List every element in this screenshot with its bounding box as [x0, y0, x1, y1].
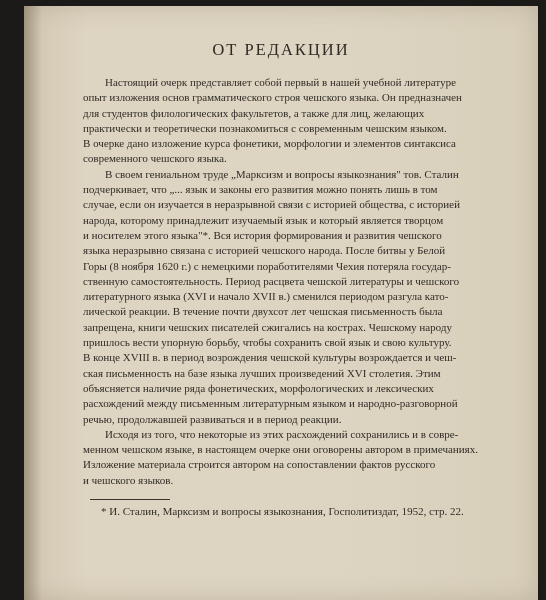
text-line: современного чешского языка.: [83, 153, 227, 166]
text-line: менном чешском языке, в настоящем очерке они оговорены автором в примечаниях.: [83, 444, 478, 457]
text-line: В своем гениальном труде „Марксизм и вопросы языкознания" тов. Сталин: [105, 168, 459, 181]
text-line: случае, если он изучается в неразрывной связи с историей общества, с историей: [83, 199, 460, 212]
footnote: * И. Сталин, Марксизм и вопросы языкознания, Госполитиздат, 1952, стр. 22.: [101, 506, 464, 518]
page-title: ОТ РЕДАКЦИИ: [212, 40, 350, 59]
body-text: [83, 76, 509, 489]
paragraph-2: [83, 168, 509, 428]
text-line: В конце XVIII в. в период возрождения чешской культуры возрождается и чеш-: [83, 352, 457, 365]
text-line: ская письменность на базе языка лучших произведений XVI столетия. Этим: [83, 367, 441, 380]
text-line: языка неразрывно связана с историей чешского народа. После битвы у Белой: [83, 245, 446, 258]
text-line: Исходя из того, что некоторые из этих расхождений сохранились и в совре-: [105, 428, 459, 441]
paragraph-3: [83, 428, 509, 489]
text-line: объясняется наличие ряда фонетических, морфологических и лексических: [83, 382, 434, 395]
text-line: подчеркивает, что „... язык и законы его развития можно понять лишь в том: [83, 184, 438, 197]
text-line: для студентов филологических факультетов, а также для лиц, желающих: [83, 107, 425, 120]
text-line: ственную самостоятельность. Период расцвета чешской литературы и чешского: [83, 275, 460, 288]
text-line: Настоящий очерк представляет собой первый в нашей учебной литературе: [105, 77, 456, 89]
text-line: пришлось вести упорную борьбу, чтобы сохранить свой язык и свою культуру.: [83, 337, 452, 350]
text-line: опыт изложения основ грамматического строя чешского языка. Он предназначен: [83, 92, 462, 105]
footnote-divider: [90, 499, 170, 500]
paragraph-1: [83, 76, 509, 168]
text-line: В очерке дано изложение курса фонетики, морфологии и элементов синтаксиса: [83, 138, 456, 151]
book-page: [24, 6, 538, 600]
text-line: Изложение материала строится автором на сопоставлении фактов русского: [83, 459, 436, 472]
page-gutter-shadow: [24, 6, 42, 600]
text-line: и чешского языков.: [83, 474, 174, 487]
text-line: Горы (8 ноября 1620 г.) с немецкими поработителями Чехия потеряла государ-: [83, 260, 451, 273]
text-line: лической реакции. В течение почти двухсот лет чешская письменность была: [83, 306, 443, 319]
text-line: расхождений между письменным литературным языком и народно-разговорной: [83, 398, 458, 411]
text-line: речью, продолжавшей развиваться и в период реакции.: [83, 413, 342, 426]
text-line: народа, которому принадлежит изучаемый язык и который является творцом: [83, 214, 444, 227]
text-line: запрещена, книги чешских писателей сжигались на кострах. Чешскому народу: [83, 321, 452, 334]
text-line: и носителем этого языка"*. Вся история формирования и развития чешского: [83, 229, 442, 242]
text-line: литературного языка (XVI и начало XVII в.) сменился периодом разгула като-: [83, 291, 449, 304]
text-line: практически и теоретически познакомиться с современным чешским языком.: [83, 122, 447, 135]
